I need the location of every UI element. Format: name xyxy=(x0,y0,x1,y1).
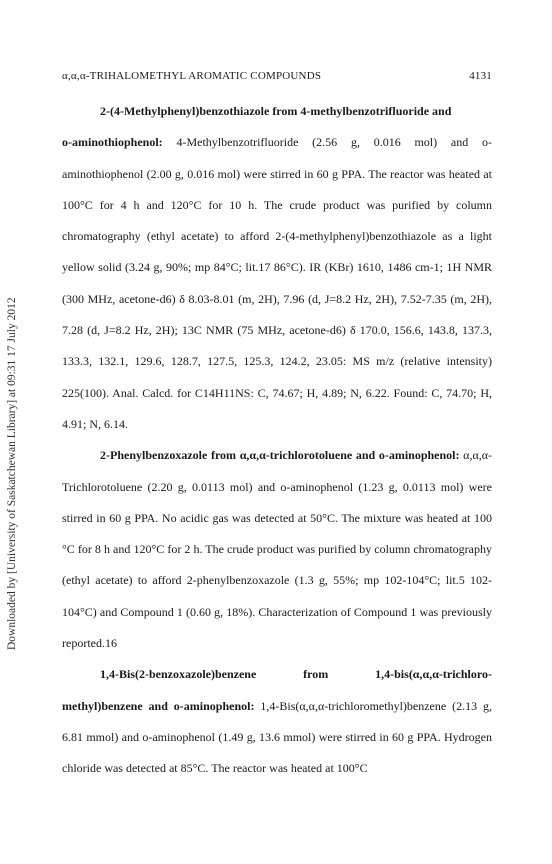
section-1-body: 4-Methylbenzotrifluoride (2.56 g, 0.016 mol) and o-aminothiophenol (2.00 g, 0.016 mol) were stirred in 60 g PPA. The reactor was heated at 100°C for 4 h and 120°C for 10 h. The crude product was purified by column chromatography (ethyl acetate) to afford 2-(4-methylphenyl)benzothiazole as a light yellow solid (3.24 g, 90%; mp 84°C; lit.17 86°C). IR (KBr) 1610, 1486 cm-1; 1H NMR (300 MHz, acetone-d6) δ 8.03-8.01 (m, 2H), 7.96 (d, J=8.2 Hz, 2H), 7.52-7.35 (m, 2H), 7.28 (d, J=8.2 Hz, 2H); 13C NMR (75 MHz, acetone-d6) δ 170.0, 156.6, 143.8, 137.3, 133.3, 132.1, 129.6, 128.7, 127.5, 125.3, 124.2, 23.05: MS m/z (relative intensity) 225(100). Anal. Calcd. for C14H11NS: C, 74.67; H, 4.89; N, 6.22. Found: C, 74.70; H, 4.91; N, 6.14. xyxy=(62,135,492,431)
section-3 xyxy=(62,691,492,785)
section-1-title: 2-(4-Methylphenyl)benzothiazole from 4-methylbenzotrifluoride and xyxy=(100,104,452,118)
section-3-title-part-2: from xyxy=(303,667,329,682)
article-body xyxy=(62,96,492,785)
section-1 xyxy=(62,96,492,440)
running-header xyxy=(62,70,492,86)
page-number: 4131 xyxy=(469,70,492,82)
section-1-title-cont: o-aminothiophenol: xyxy=(62,135,163,150)
section-3-title-part-3: 1,4-bis(α,α,α-trichloro- xyxy=(375,667,492,682)
section-3-title xyxy=(62,659,492,690)
section-3-title-part-1: 1,4-Bis(2-benzoxazole)benzene xyxy=(100,667,257,682)
section-3-body: 1,4-Bis(α,α,α-trichloromethyl)benzene (2.13 g, 6.81 mmol) and o-aminophenol (1.49 g, 13.6 mmol) were stirred in 60 g PPA. Hydrogen chloride was detected at 85°C. The reactor was heated at 100°C xyxy=(62,698,492,776)
section-2-body: α,α,α-Trichlorotoluene (2.20 g, 0.0113 mol) and o-aminophenol (1.23 g, 0.0113 mol) were stirred in 60 g PPA. No acidic gas was detected at 50°C. The mixture was heated at 100 °C for 8 h and 120°C for 2 h. The crude product was purified by column chromatography (ethyl acetate) to afford 2-phenylbenzoxazole (1.3 g, 55%; mp 102-104°C; lit.5 102-104°C) and Compound 1 (0.60 g, 18%). Characterization of Compound 1 was previously reported.16 xyxy=(62,448,493,651)
section-3-title-cont: methyl)benzene and o-aminophenol: xyxy=(62,698,255,713)
running-title: α,α,α-TRIHALOMETHYL AROMATIC COMPOUNDS xyxy=(62,70,322,82)
section-2 xyxy=(62,440,492,659)
section-2-title: 2-Phenylbenzoxazole from α,α,α-trichlorotoluene and o-aminophenol: xyxy=(100,448,460,463)
download-stamp: Downloaded by [University of Saskatchewan Library] at 09:31 17 July 2012 xyxy=(6,297,18,650)
